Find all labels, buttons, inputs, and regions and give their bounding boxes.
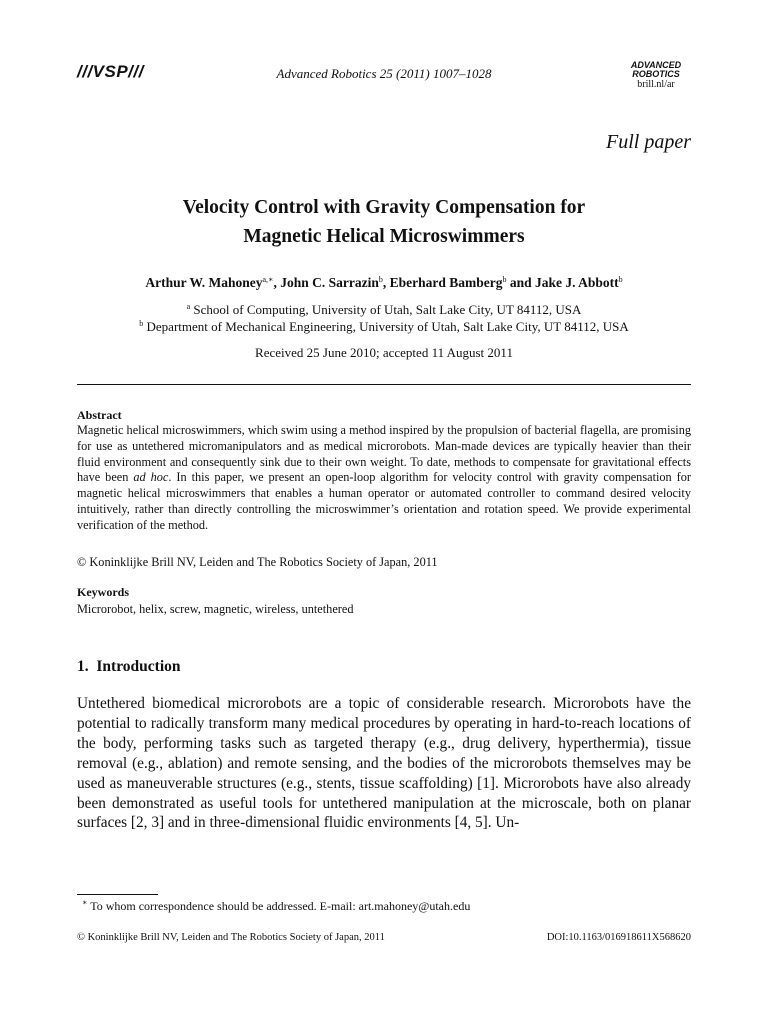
author-list [0, 275, 768, 291]
author-affiliation-mark: b [618, 275, 623, 284]
publisher-logo: ///VSP/// [77, 62, 144, 81]
abstract-italic-term: ad hoc [133, 470, 169, 485]
author-name: John C. Sarrazin [280, 275, 379, 290]
header-divider [77, 384, 691, 385]
affiliation-text: School of Computing, University of Utah, Salt Lake City, UT 84112, USA [193, 302, 582, 317]
footnote-divider [77, 894, 158, 895]
journal-logo [616, 61, 696, 90]
journal-logo-line1: ADVANCED [630, 60, 682, 70]
affiliation-mark: a [186, 302, 191, 311]
author-name: Jake J. Abbott [535, 275, 619, 290]
abstract-copyright: © Koninklijke Brill NV, Leiden and The Robotics Society of Japan, 2011 [77, 555, 438, 569]
correspondence-footnote [82, 898, 470, 914]
abstract-heading: Abstract [77, 408, 122, 422]
footer-copyright: © Koninklijke Brill NV, Leiden and The Robotics Society of Japan, 2011 [77, 932, 385, 943]
affiliation-b [0, 319, 768, 335]
author-name: Eberhard Bamberg [389, 275, 503, 290]
footnote-text: To whom correspondence should be addressed. E-mail: art.mahoney@utah.edu [90, 899, 471, 913]
author-separator: , [382, 275, 390, 290]
abstract-text-part1: Magnetic helical microswimmers, which swim using a method inspired by the propulsion of bacterial flagella, are promising for use as untethered micromanipulators and as medical microrobots. Man-made devices are typically heavier than their fluid environment and consequently sink due to their own weight. To date, methods to compensate for gravitational effects have been [77, 423, 691, 485]
journal-logo-line2: ROBOTICS [632, 69, 680, 79]
footer-doi: DOI:10.1163/016918611X568620 [546, 932, 691, 943]
journal-url: brill.nl/ar [637, 79, 675, 90]
author-separator: and [506, 275, 536, 290]
section-heading-introduction: 1. Introduction [77, 658, 181, 675]
paper-type: Full paper [606, 131, 691, 153]
journal-reference: Advanced Robotics 25 (2011) 1007–1028 [276, 66, 492, 81]
affiliation-a [0, 302, 768, 318]
affiliation-mark: b [139, 319, 144, 328]
introduction-paragraph: Untethered biomedical microrobots are a topic of considerable research. Microrobots have the potential to radically transform many medical procedures by operating in hard-to-reach locations of the body, performing tasks such as targeted therapy (e.g., drug delivery, hyperthermia), tissue removal (e.g., ablation) and remote sensing, and the bodies of the microrobots themselves may be used as maneuverable structures (e.g., stents, tissue scaffolding) [1]. Microrobots have also already been demonstrated as useful tools for untethered manipulation at the microscale, both on planar surfaces [2, 3] and in three-dimensional fluidic environments [4, 5]. Un- [77, 695, 691, 832]
affiliation-text: Department of Mechanical Engineering, University of Utah, Salt Lake City, UT 84112, USA [146, 319, 629, 334]
title-line-2: Magnetic Helical Microswimmers [243, 226, 525, 247]
footnote-mark: ∗ [82, 898, 88, 907]
keywords-heading: Keywords [77, 585, 129, 599]
title-line-1: Velocity Control with Gravity Compensation for [182, 197, 586, 218]
received-dates: Received 25 June 2010; accepted 11 August 2011 [255, 345, 513, 360]
abstract-text [77, 423, 691, 534]
author-name: Arthur W. Mahoney [145, 275, 263, 290]
author-affiliation-mark: b [378, 275, 383, 284]
author-affiliation-mark: b [502, 275, 507, 284]
abstract-text-part2: . In this paper, we present an open-loop algorithm for velocity control with gravity compensation for magnetic helical microswimmers that enables a human operator or automated controller to command desired velocity intuitively, rather than directly controlling the microswimmer’s orientation and rotation speed. We provide experimental verification of the method. [77, 470, 691, 532]
paper-title [0, 193, 768, 251]
author-affiliation-mark: a,∗ [262, 275, 274, 284]
author-separator: , [273, 275, 281, 290]
keywords-text: Microrobot, helix, screw, magnetic, wireless, untethered [77, 602, 354, 616]
